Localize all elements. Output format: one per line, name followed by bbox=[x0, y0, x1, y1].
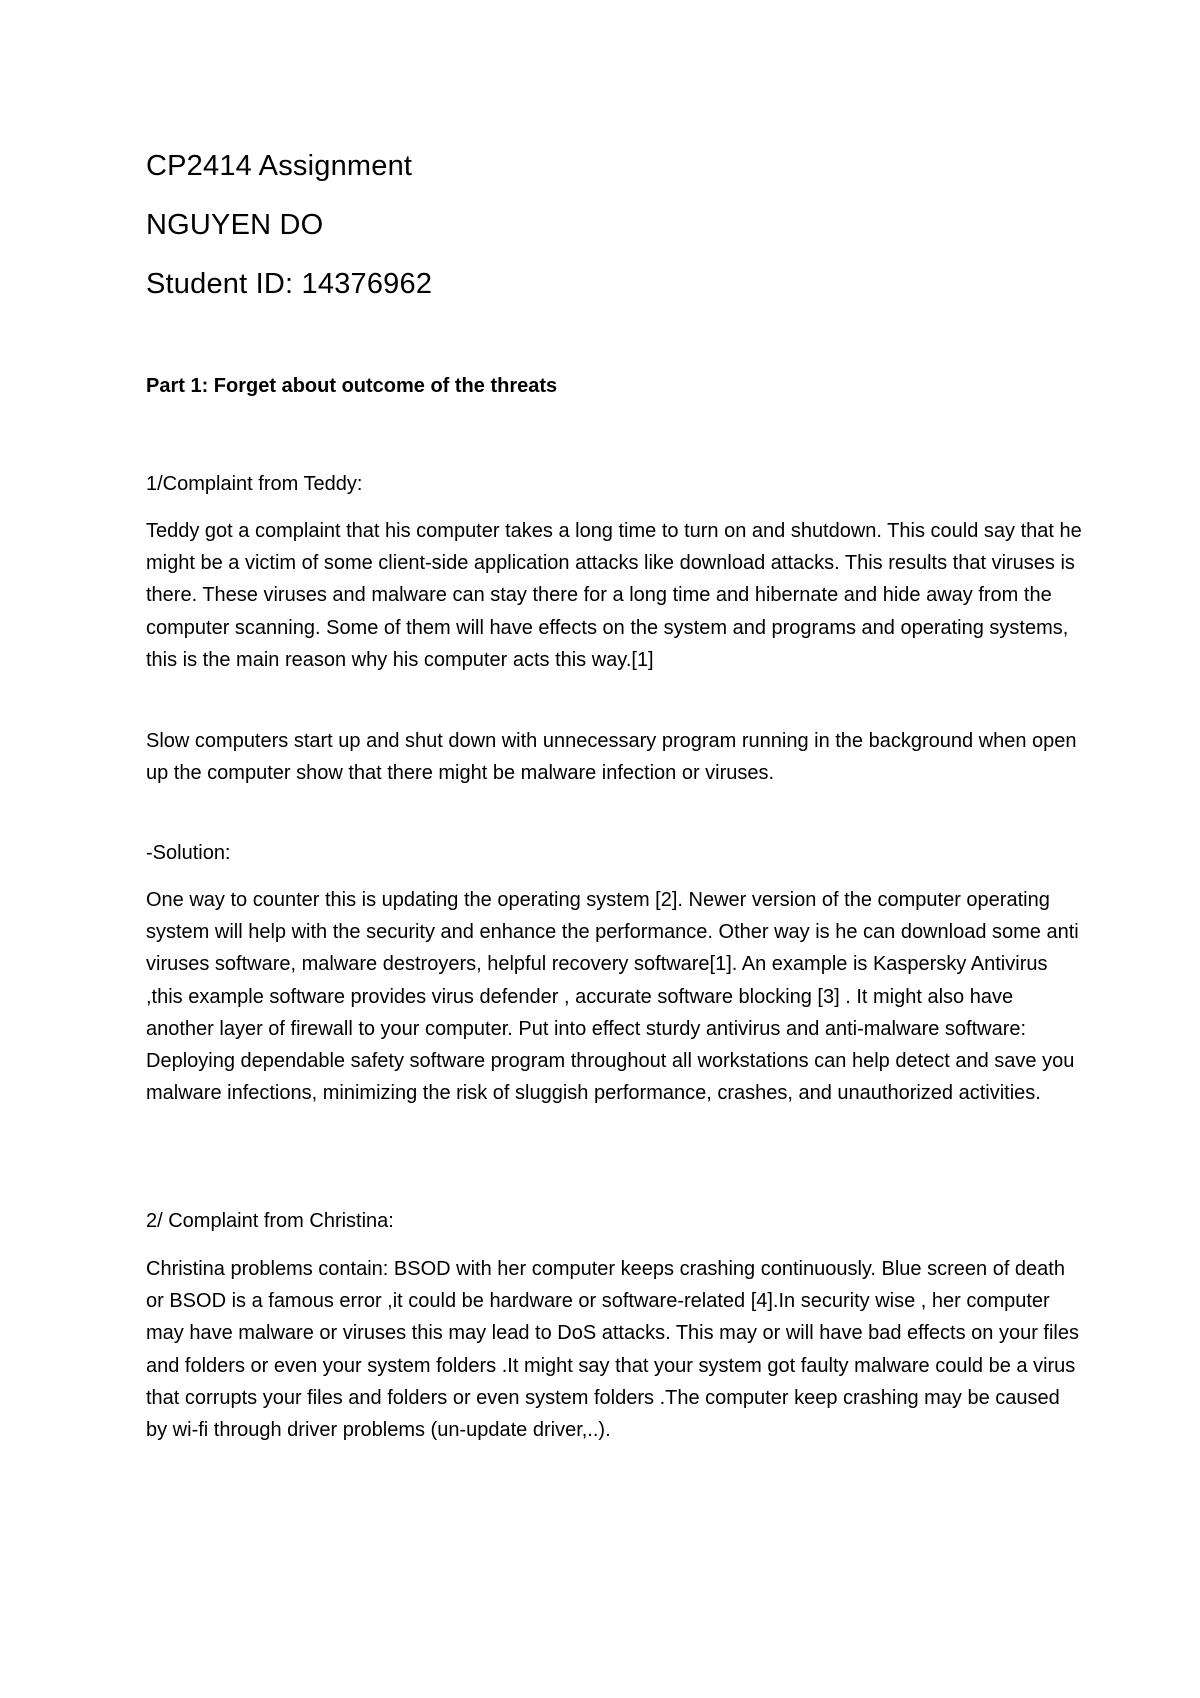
student-name: NGUYEN DO bbox=[146, 209, 324, 241]
complaint2-title: 2/ Complaint from Christina: bbox=[146, 1210, 394, 1232]
solution-label: -Solution: bbox=[146, 842, 231, 864]
complaint1-title: 1/Complaint from Teddy: bbox=[146, 473, 363, 495]
complaint2-paragraph-1: Christina problems contain: BSOD with her computer keeps crashing continuously. Blue screen of death or BSOD is a famous error ,it could be hardware or software-related [4].In security wise , her computer may have malware or viruses this may lead to DoS attacks. This may or will have bad effects on your files and folders or even your system folders .It might say that your system got faulty malware could be a virus that corrupts your files and folders or even system folders .The computer keep crashing may be caused by wi-fi through driver problems (un-update driver,..). bbox=[146, 1258, 1079, 1442]
complaint1-paragraph-1: Teddy got a complaint that his computer takes a long time to turn on and shutdown. This could say that he might be a victim of some client-side application attacks like download attacks. This results that viruses is there. These viruses and malware can stay there for a long time and hibernate and hide away from the computer scanning. Some of them will have effects on the system and programs and operating systems, this is the main reason why his computer acts this way.[1] bbox=[146, 520, 1082, 671]
student-id: Student ID: 14376962 bbox=[146, 268, 433, 300]
course-title: CP2414 Assignment bbox=[146, 150, 413, 182]
part1-heading: Part 1: Forget about outcome of the threats bbox=[146, 375, 558, 397]
complaint1-paragraph-2: Slow computers start up and shut down with unnecessary program running in the background when open up the computer show that there might be malware infection or viruses. bbox=[146, 730, 1077, 785]
solution-paragraph: One way to counter this is updating the operating system [2]. Newer version of the computer operating system will help with the security and enhance the performance. Other way is he can download some anti viruses software, malware destroyers, helpful recovery software[1]. An example is Kaspersky Antivirus ,this example software provides virus defender , accurate software blocking [3] . It might also have another layer of firewall to your computer. Put into effect sturdy antivirus and anti-malware software: Deploying dependable safety software program throughout all workstations can help detect and save you malware infections, minimizing the risk of sluggish performance, crashes, and unauthorized activities. bbox=[146, 889, 1079, 1105]
